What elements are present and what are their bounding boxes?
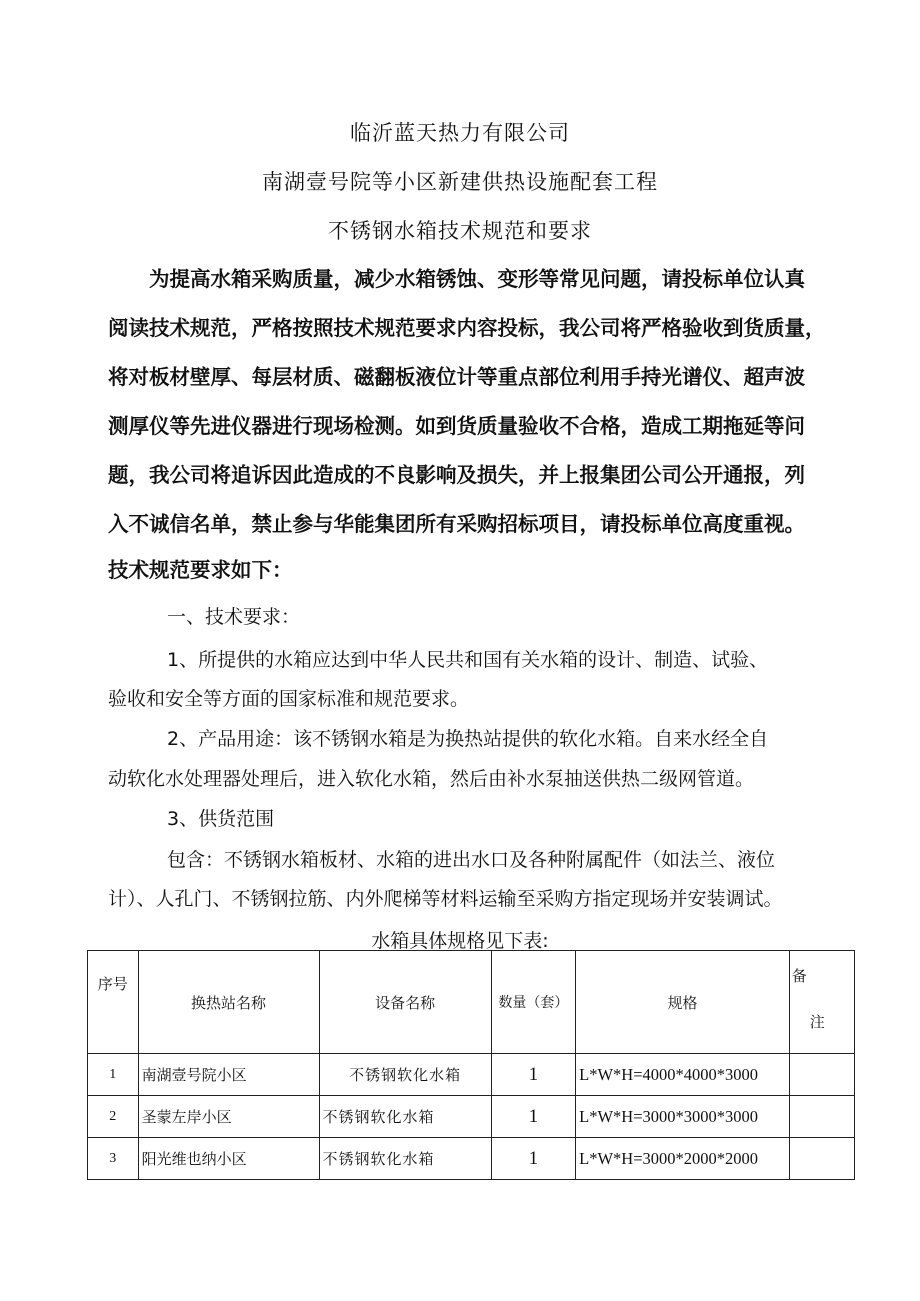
spec-table [87,950,855,1180]
header-no: 序号 [88,951,139,1054]
table-row [88,1054,855,1096]
cell-no: 2 [88,1096,139,1138]
cell-no: 1 [88,1054,139,1096]
intro-line-5: 题，我公司将追诉因此造成的不良影响及损失，并上报集团公司公开通报，列 [108,463,805,487]
table-caption: 水箱具体规格见下表: [371,930,549,952]
cell-qty: 1 [491,1138,575,1180]
cell-device: 不锈钢软化水箱 [319,1138,491,1180]
item2-line1: 2、产品用途：该不锈钢水箱是为换热站提供的软化水箱。自来水经全自 [167,728,769,750]
document-title: 不锈钢水箱技术规范和要求 [328,219,592,243]
intro-line-1: 为提高水箱采购质量，减少水箱锈蚀、变形等常见问题，请投标单位认真 [108,267,805,291]
header-station: 换热站名称 [138,951,319,1054]
section-heading: 一、技术要求： [167,606,301,628]
header-qty: 数量（套） [491,951,575,1054]
header-device: 设备名称 [319,951,491,1054]
intro-line-6: 入不诚信名单，禁止参与华能集团所有采购招标项目，请投标单位高度重视。 [108,512,805,536]
cell-device: 不锈钢软化水箱 [319,1054,491,1096]
table-header-row [88,951,855,1054]
cell-spec: L*W*H=3000*2000*2000 [576,1138,790,1180]
project-name: 南湖壹号院等小区新建供热设施配套工程 [262,170,658,194]
header-remark [789,951,854,1054]
cell-station: 阳光维也纳小区 [138,1138,319,1180]
header-remark-1: 备 [791,967,807,985]
cell-remark [789,1138,854,1180]
header-spec: 规格 [576,951,790,1054]
table-row [88,1096,855,1138]
cell-remark [789,1054,854,1096]
item3-line1: 包含：不锈钢水箱板材、水箱的进出水口及各种附属配件（如法兰、液位 [167,849,776,871]
cell-no: 3 [88,1138,139,1180]
cell-spec: L*W*H=4000*4000*3000 [576,1054,790,1096]
intro-line-7: 技术规范要求如下： [108,558,293,582]
item3-heading: 3、供货范围 [167,808,275,830]
intro-line-4: 测厚仪等先进仪器进行现场检测。如到货质量验收不合格，造成工期拖延等问 [108,414,805,438]
cell-qty: 1 [491,1054,575,1096]
item1-line2: 验收和安全等方面的国家标准和规范要求。 [108,688,470,710]
cell-station: 圣蒙左岸小区 [138,1096,319,1138]
item1-line1: 1、所提供的水箱应达到中华人民共和国有关水箱的设计、制造、试验、 [167,649,769,671]
company-name: 临沂蓝天热力有限公司 [350,121,570,145]
cell-spec: L*W*H=3000*3000*3000 [576,1096,790,1138]
cell-qty: 1 [491,1096,575,1138]
cell-remark [789,1096,854,1138]
cell-device: 不锈钢软化水箱 [319,1096,491,1138]
intro-line-3: 将对板材壁厚、每层材质、磁翻板液位计等重点部位利用手持光谱仪、超声波 [108,365,805,389]
header-remark-2: 注 [809,1013,825,1031]
item3-line2: 计）、人孔门、不锈钢拉筋、内外爬梯等材料运输至采购方指定现场并安装调试。 [108,888,783,910]
cell-station: 南湖壹号院小区 [138,1054,319,1096]
item2-line2: 动软化水处理器处理后，进入软化水箱，然后由补水泵抽送供热二级网管道。 [108,768,755,790]
intro-line-2: 阅读技术规范，严格按照技术规范要求内容投标，我公司将严格验收到货质量， [108,316,826,340]
table-row [88,1138,855,1180]
